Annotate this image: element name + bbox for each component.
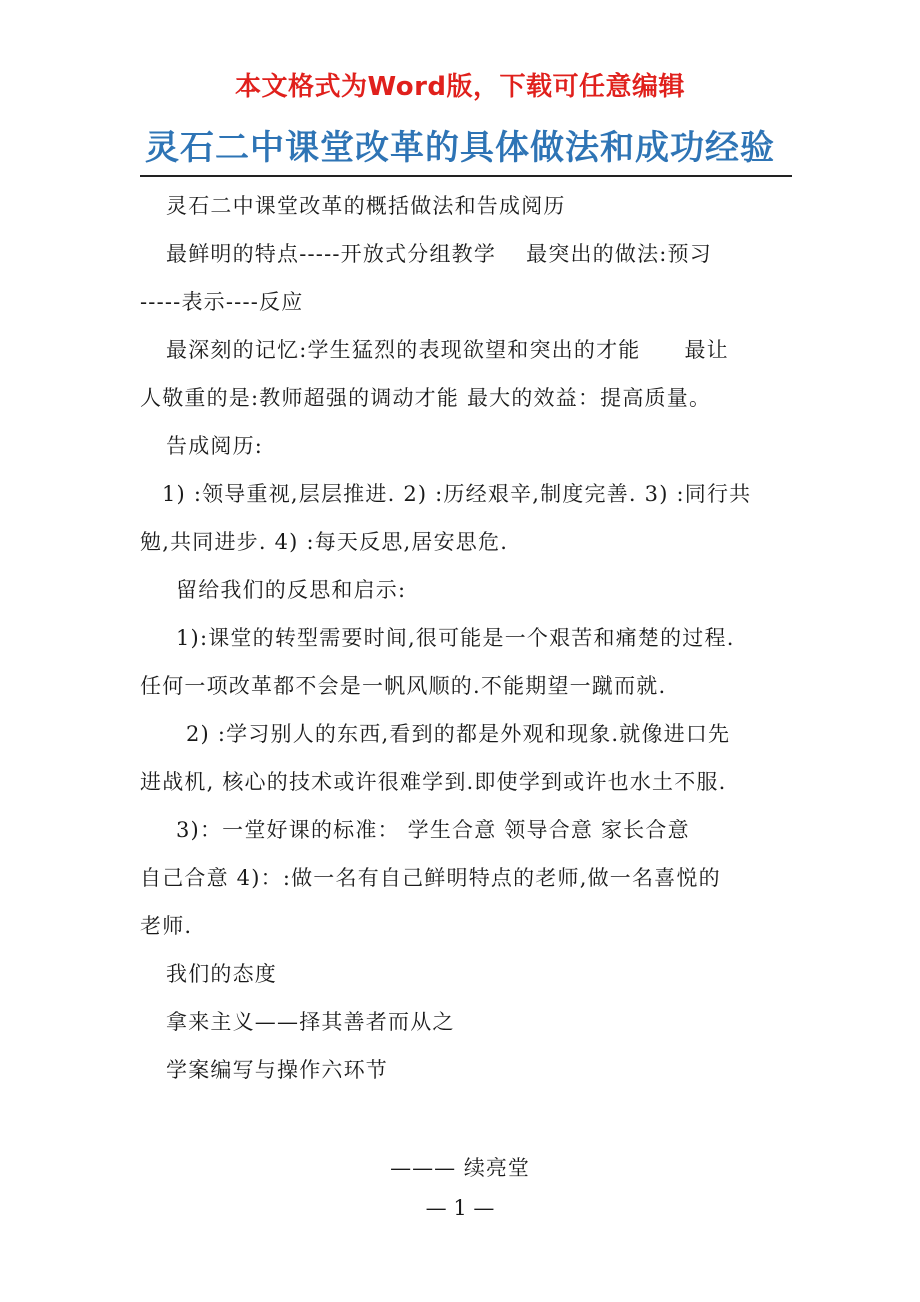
paragraph-line: 1):课堂的转型需要时间,很可能是一个艰苦和痛楚的过程. — [176, 626, 735, 650]
paragraph-line — [140, 326, 792, 374]
text-span: 最让 — [684, 338, 729, 362]
paragraph-line: 任何一项改革都不会是一帆风顺的.不能期望一蹴而就. — [140, 674, 667, 698]
paragraph-line: 1) :领导重视,层层推进. 2) :历经艰辛,制度完善. 3) :同行共 — [162, 482, 752, 506]
paragraph-line: 灵石二中课堂改革的概括做法和告成阅历 — [166, 194, 566, 218]
paragraph-line — [140, 230, 792, 278]
author-signature: ——— 续亮堂 — [390, 1156, 530, 1180]
paragraph-line: 老师. — [140, 914, 193, 938]
text-span: 最鲜明的特点-----开放式分组教学 — [166, 242, 497, 266]
paragraph-line: 进战机, 核心的技术或许很难学到.即使学到或许也水土不服. — [140, 770, 727, 794]
paragraph-line: 勉,共同进步. 4) :每天反思,居安思危. — [140, 530, 509, 554]
document-title: 灵石二中课堂改革的具体做法和成功经验 — [145, 128, 775, 168]
paragraph-line: 3)：一堂好课的标准： 学生合意 领导合意 家长合意 — [176, 818, 690, 842]
title-divider — [140, 175, 792, 177]
document-body — [140, 182, 792, 1094]
paragraph-line: 自己合意 4)：:做一名有自己鲜明特点的老师,做一名喜悦的 — [140, 866, 721, 890]
format-banner: 本文格式为Word版，下载可任意编辑 — [234, 72, 686, 102]
paragraph-line: 人敬重的是:教师超强的调动才能 最大的效益：提高质量。 — [140, 386, 712, 410]
paragraph-line: 留给我们的反思和启示: — [176, 578, 407, 602]
paragraph-line: 学案编写与操作六环节 — [166, 1058, 388, 1082]
page-number: — 1 — — [425, 1196, 495, 1220]
paragraph-line: 拿来主义——择其善者而从之 — [166, 1010, 455, 1034]
paragraph-line: 告成阅历: — [166, 434, 264, 458]
paragraph-line: -----表示----反应 — [140, 290, 304, 314]
paragraph-line: 我们的态度 — [166, 962, 277, 986]
text-span: 最深刻的记忆:学生猛烈的表现欲望和突出的才能 — [166, 338, 641, 362]
paragraph-line: 2) :学习别人的东西,看到的都是外观和现象.就像进口先 — [186, 722, 731, 746]
text-span: 最突出的做法:预习 — [526, 242, 712, 266]
